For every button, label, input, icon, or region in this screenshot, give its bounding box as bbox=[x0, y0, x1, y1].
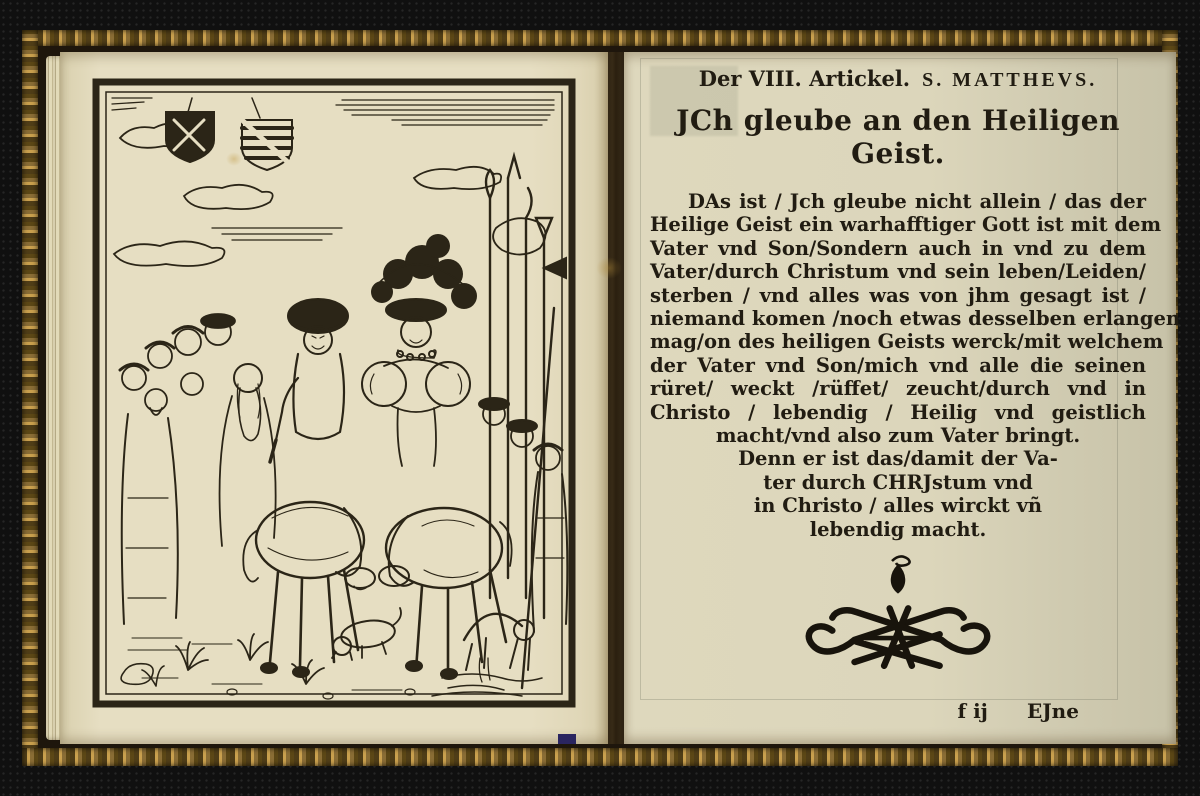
body-line: sterben / vnd alles was von jhm gesagt ist / bbox=[650, 283, 1146, 307]
page-header bbox=[650, 66, 1146, 92]
closing-line: Denn er ist das/damit der Va- bbox=[738, 447, 1058, 471]
left-page bbox=[60, 52, 608, 744]
body-text bbox=[650, 190, 1181, 424]
body-line: Heilige Geist ein warhafftiger Gott ist mit dem bbox=[650, 213, 1162, 237]
gilt-border-top bbox=[22, 30, 1178, 46]
body-line: Christo / lebendig / Heilig vnd geistlich bbox=[650, 400, 1146, 424]
ornament-area bbox=[650, 555, 1146, 675]
closing-line: ter durch CHRJstum vnd bbox=[763, 470, 1033, 494]
body-line: DAs ist / Jch gleube nicht allein / das der bbox=[688, 190, 1146, 213]
calligraphic-knot-icon bbox=[800, 601, 996, 675]
open-book bbox=[46, 52, 1181, 744]
article-heading: Der VIII. Artickel. bbox=[698, 66, 911, 91]
body-line: Vater vnd Son/Sondern auch in vnd zu dem bbox=[650, 236, 1146, 260]
leaf-pendant-icon bbox=[878, 555, 918, 599]
bookmark-ribbon bbox=[558, 734, 576, 744]
catchword: EJne bbox=[1026, 699, 1079, 724]
woodcut-illustration bbox=[92, 78, 576, 708]
closing-line: in Christo / alles wirckt vñ bbox=[753, 494, 1043, 518]
saint-heading: S. MATTHEVS. bbox=[922, 69, 1098, 91]
gilt-border-left bbox=[22, 30, 38, 766]
right-page bbox=[624, 52, 1181, 744]
creed-title: JCh gleube an den Heiligen Geist. bbox=[676, 104, 1120, 170]
body-line: der Vater vnd Son/mich vnd alle die seinen bbox=[650, 353, 1146, 377]
gilt-border-bottom bbox=[22, 748, 1178, 766]
body-line: mag/on des heiligen Geists werck/mit welchem bbox=[650, 330, 1164, 354]
signature-row bbox=[650, 699, 1146, 729]
signature-mark: f ij bbox=[957, 699, 988, 724]
closing-line: lebendig macht. bbox=[809, 517, 987, 541]
closing-text bbox=[650, 424, 1146, 541]
closing-line: macht/vnd also zum Vater bringt. bbox=[715, 424, 1081, 448]
body-line: Vater/durch Christum vnd sein leben/Leiden/ bbox=[650, 260, 1146, 284]
body-line: niemand komen /noch etwas desselben erlangen bbox=[650, 307, 1181, 331]
body-line: rüret/ weckt /rüffet/ zeucht/durch vnd in bbox=[650, 377, 1146, 401]
